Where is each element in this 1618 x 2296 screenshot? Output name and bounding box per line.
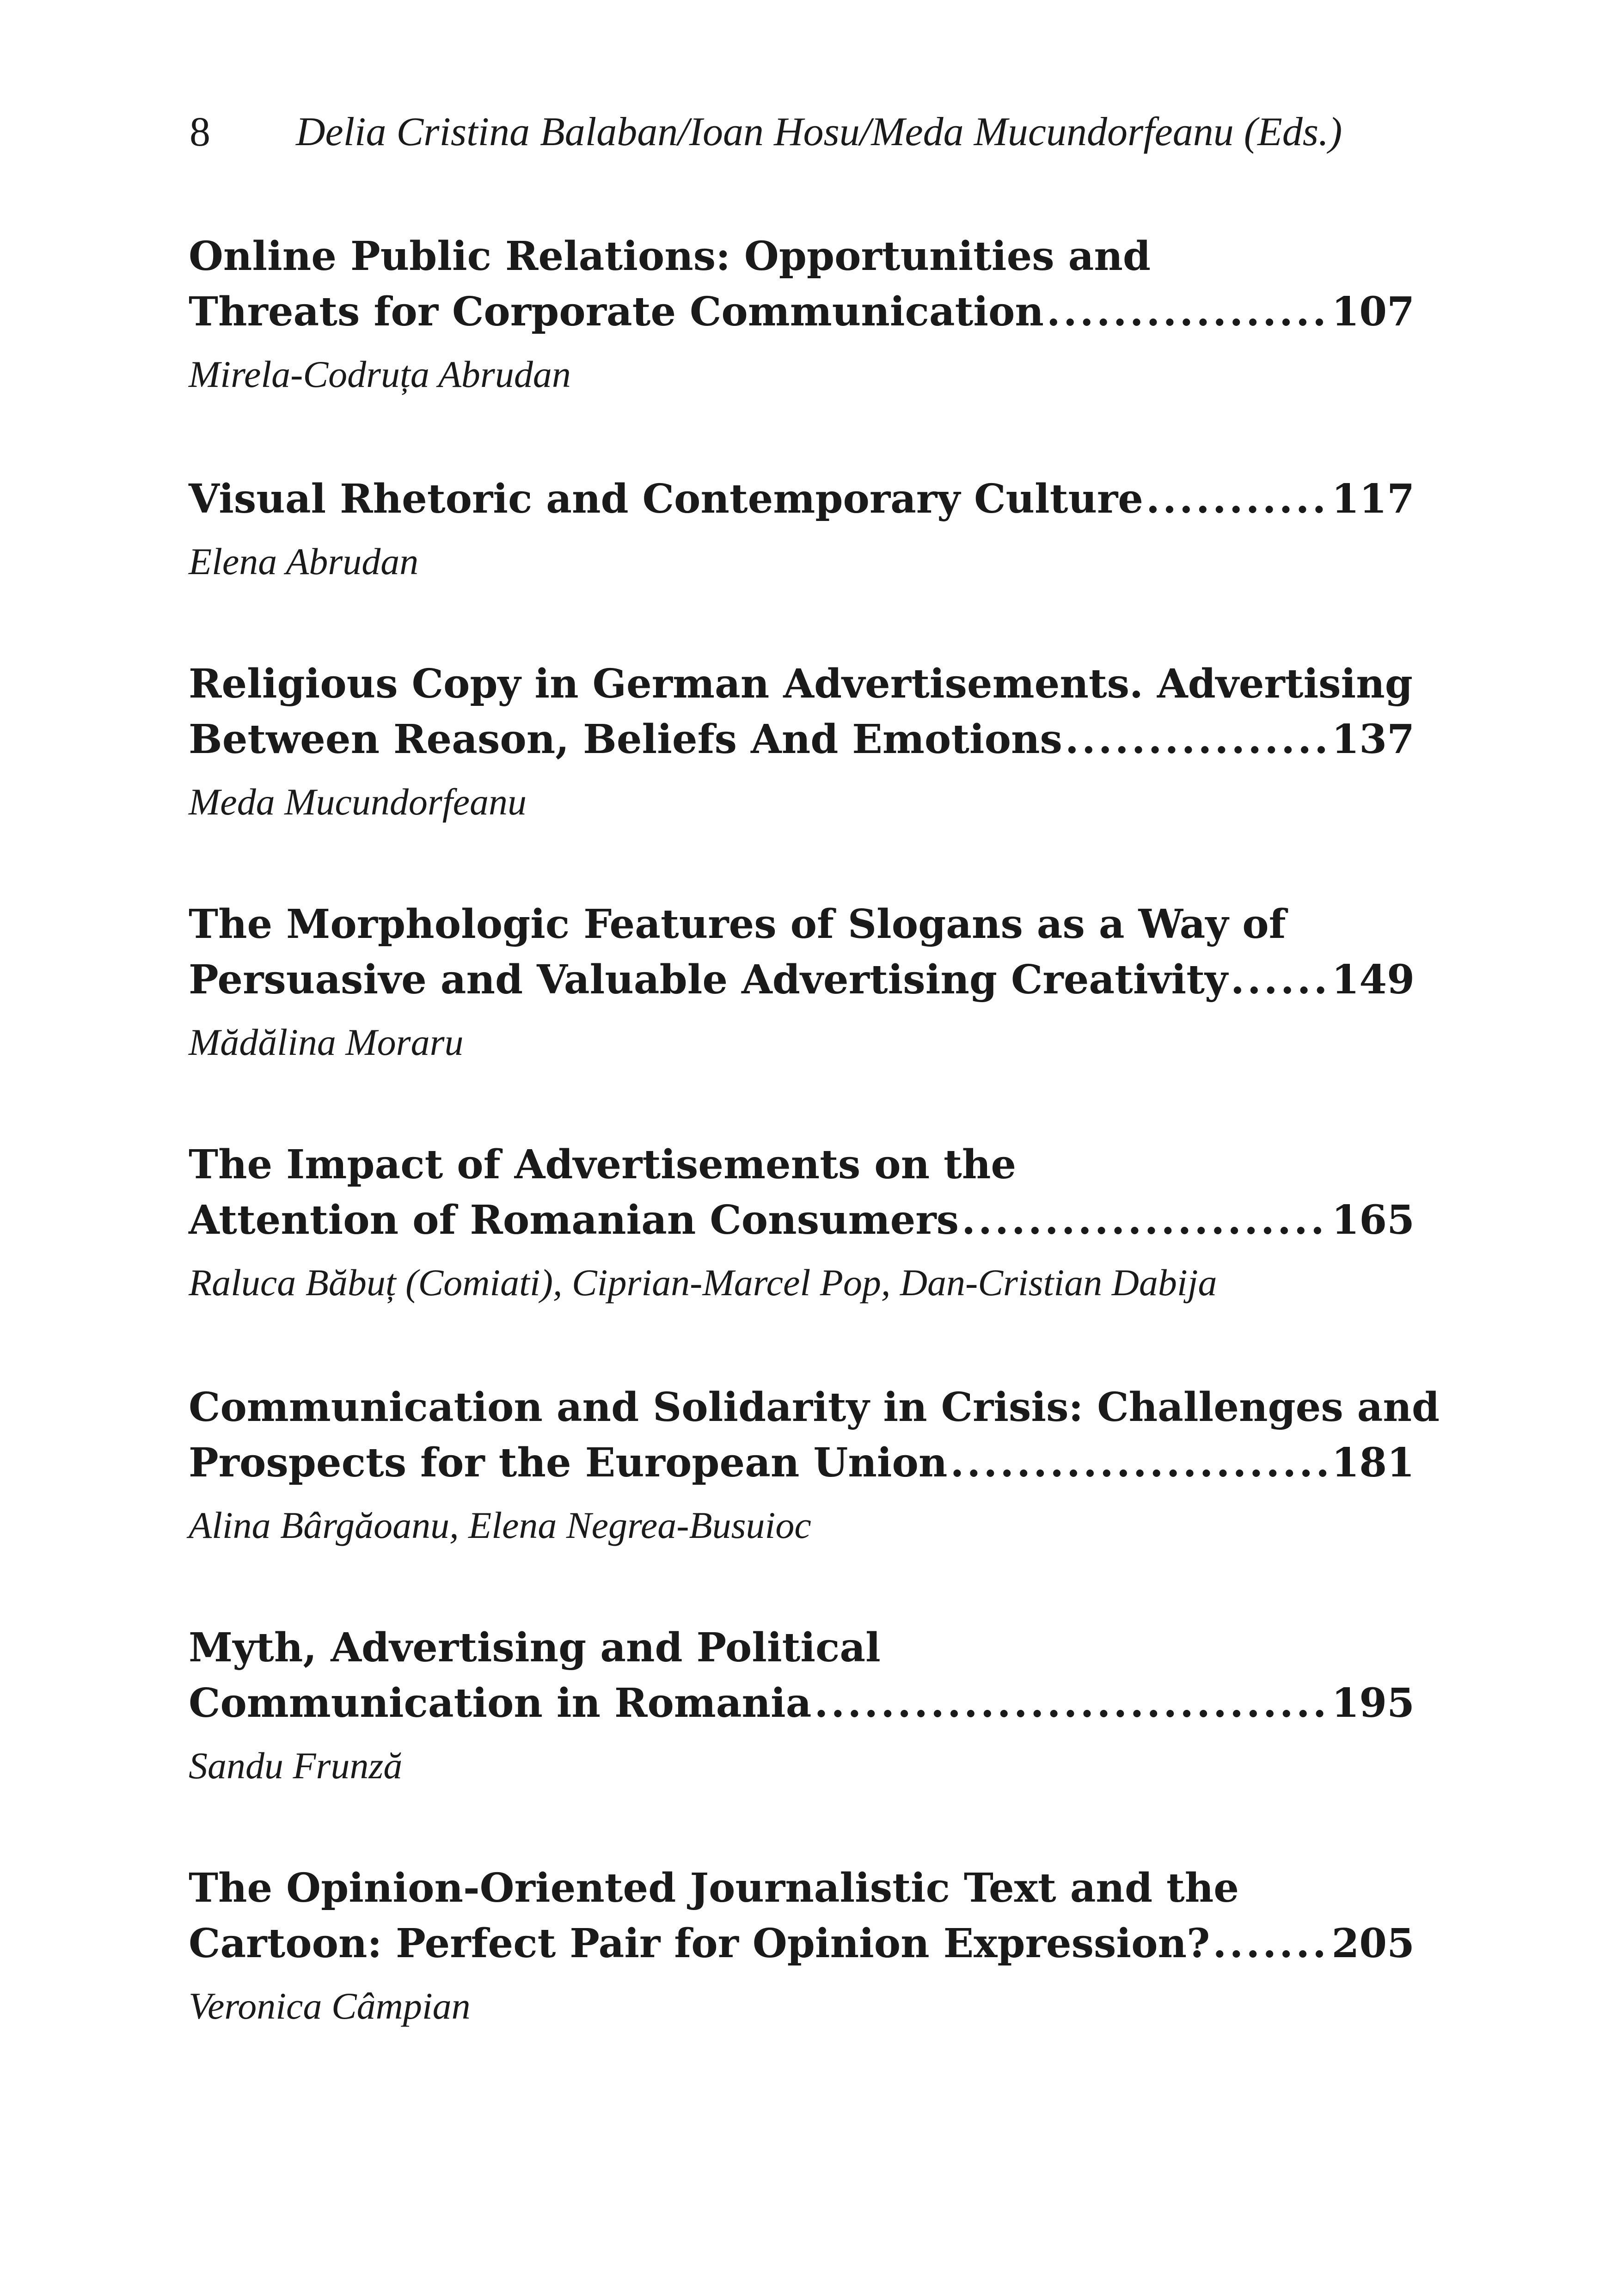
entry-author: Mădălina Moraru xyxy=(189,1021,464,1063)
entry-title-line: Prospects for the European Union xyxy=(189,1439,948,1486)
entry-title-line: Persuasive and Valuable Advertising Creativity xyxy=(189,956,1228,1003)
dot-leader xyxy=(1047,284,1329,340)
entry-title-line: Communication in Romania xyxy=(189,1680,812,1727)
entry-author: Sandu Frunză xyxy=(189,1745,403,1787)
dot-leader xyxy=(950,1435,1329,1491)
entry-author: Raluca Băbuț (Comiati), Ciprian-Marcel Pop, Dan-Cristian Dabija xyxy=(189,1261,1217,1304)
entry-page-number: 205 xyxy=(1331,1920,1415,1967)
entry-author: Mirela-Codruța Abrudan xyxy=(189,353,571,395)
entry-title-line: Religious Copy in German Advertisements. Advertising xyxy=(189,661,1413,707)
entry-title-line: Attention of Romanian Consumers xyxy=(189,1197,959,1243)
entry-page-number: 149 xyxy=(1331,956,1415,1003)
entry-title-last-line xyxy=(189,1916,1415,1971)
entry-title-last-line xyxy=(189,952,1415,1008)
dot-leader xyxy=(814,1676,1329,1731)
entry-page-number: 107 xyxy=(1331,288,1415,335)
entry-author: Meda Mucundorfeanu xyxy=(189,781,527,823)
entry-title-last-line xyxy=(189,284,1415,340)
toc-entry xyxy=(189,229,1415,400)
entry-title-last-line xyxy=(189,712,1415,767)
entry-title-last-line xyxy=(189,471,1415,527)
toc-entry xyxy=(189,897,1415,1068)
toc-entry xyxy=(189,1620,1415,1791)
toc-entry xyxy=(189,656,1415,827)
toc-entry xyxy=(189,1380,1440,1551)
entry-title-line: Threats for Corporate Communication xyxy=(189,288,1044,335)
entry-title-line: The Impact of Advertisements on the xyxy=(189,1141,1017,1188)
entry-title-last-line xyxy=(189,1193,1415,1248)
header-editors: Delia Cristina Balaban/Ioan Hosu/Meda Mucundorfeanu (Eds.) xyxy=(296,109,1342,154)
entry-title-last-line xyxy=(189,1435,1415,1491)
entry-title-line: Between Reason, Beliefs And Emotions xyxy=(189,716,1062,763)
entry-title-line: Myth, Advertising and Political xyxy=(189,1624,881,1671)
dot-leader xyxy=(1146,471,1329,527)
entry-title-line: Visual Rhetoric and Contemporary Culture xyxy=(189,476,1144,522)
entry-page-number: 165 xyxy=(1331,1197,1415,1243)
entry-title-line: Online Public Relations: Opportunities and xyxy=(189,233,1151,280)
entry-author: Alina Bârgăoanu, Elena Negrea-Busuioc xyxy=(189,1504,811,1546)
entry-title-line: The Opinion-Oriented Journalistic Text and the xyxy=(189,1865,1239,1911)
entry-title-last-line xyxy=(189,1676,1415,1731)
entry-title-line: The Morphologic Features of Slogans as a Way of xyxy=(189,901,1286,948)
entry-author: Elena Abrudan xyxy=(189,540,419,582)
toc-entry xyxy=(189,1861,1415,2032)
toc-entry xyxy=(189,471,1415,587)
running-header xyxy=(190,104,1342,159)
dot-leader xyxy=(1065,712,1329,767)
toc-entry xyxy=(189,1137,1415,1308)
entry-page-number: 137 xyxy=(1331,716,1415,763)
page-number: 8 xyxy=(190,109,210,155)
dot-leader xyxy=(962,1193,1329,1248)
entry-title-line: Cartoon: Perfect Pair for Opinion Expression? xyxy=(189,1920,1210,1967)
entry-page-number: 181 xyxy=(1331,1439,1415,1486)
entry-page-number: 117 xyxy=(1331,476,1415,522)
dot-leader xyxy=(1213,1916,1329,1971)
entry-page-number: 195 xyxy=(1331,1680,1415,1727)
entry-author: Veronica Câmpian xyxy=(189,1985,471,2027)
dot-leader xyxy=(1231,952,1329,1008)
entry-title-line: Communication and Solidarity in Crisis: Challenges and xyxy=(189,1384,1440,1431)
